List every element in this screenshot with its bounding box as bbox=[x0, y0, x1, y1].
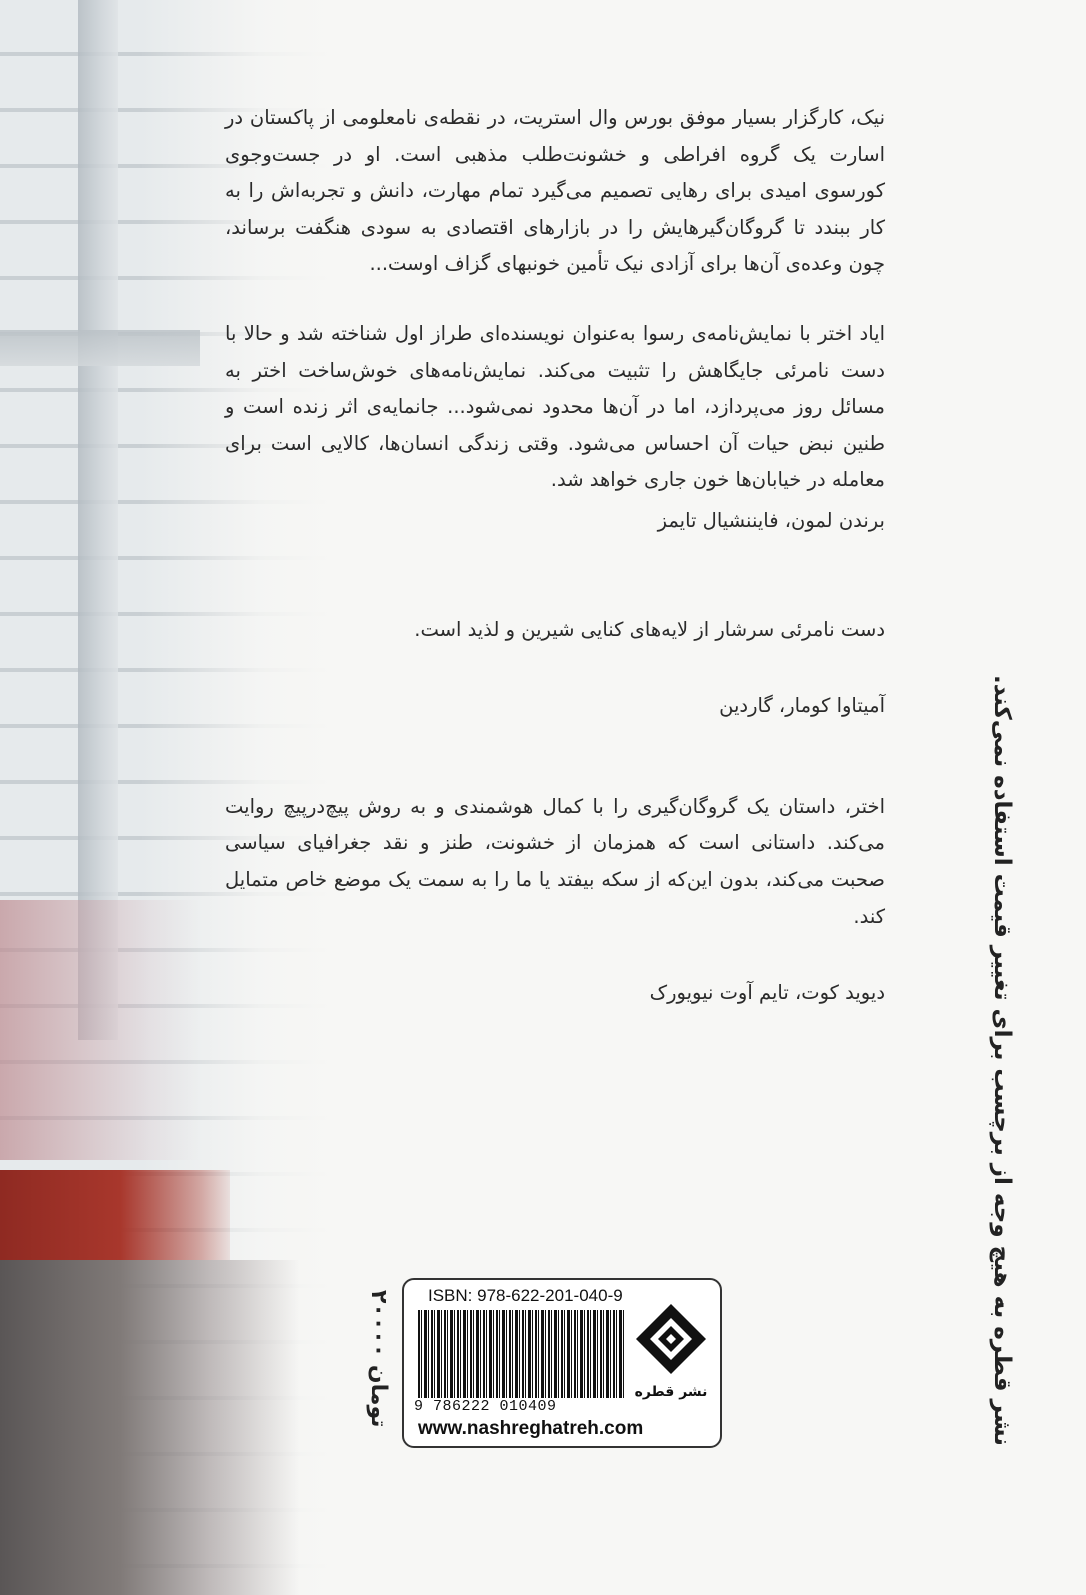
background-paint-splash bbox=[0, 900, 200, 1160]
back-cover-text bbox=[225, 100, 885, 1012]
price-label: ۲۰۰۰۰ تومان bbox=[366, 1290, 391, 1428]
review-credit-1: برندن لمون، فایننشیال تایمز bbox=[657, 508, 885, 532]
publisher-logo-icon bbox=[634, 1302, 708, 1376]
review-quote-2: دست نامرئی سرشار از لایه‌های کنایی شیرین و لذید است. bbox=[414, 617, 885, 641]
review-paragraph-1: ایاد اختر با نمایش‌نامه‌ی رسوا به‌عنوان نویسنده‌ای طراز اول شناخته شد و حالا با دست نامرئی جایگاهش را تثبیت می‌کند. نمایش‌نامه‌های خوش‌ساخت اختر به مسائل روز می‌پردازد، اما در آن‌ها محدود نمی‌شود... جانمایه‌ی اثر زنده است و طنین نبض حیات آن احساس می‌شود. وقتی زندگی انسان‌ها، کالایی است برای معامله در خیابان‌ها خون جاری خواهد شد. bbox=[225, 321, 885, 492]
barcode-block bbox=[402, 1278, 722, 1448]
review-credit-2: آمیتاوا کومار، گاردین bbox=[719, 694, 885, 718]
background-grunge bbox=[0, 1260, 320, 1595]
isbn-number: ISBN: 978-622-201-040-9 bbox=[428, 1286, 623, 1305]
background-window-frame bbox=[78, 0, 118, 1040]
publisher-name: نشر قطره bbox=[634, 1384, 708, 1400]
barcode-bars bbox=[418, 1310, 624, 1398]
background-window-crossbar bbox=[0, 330, 200, 366]
barcode-digits: 9 786222 010409 bbox=[414, 1398, 557, 1415]
price-sticker-notice: نشر قطره به هیچ وجه از برچسب برای تغییر قیمت استفاده نمی‌کند. bbox=[989, 675, 1015, 1446]
background-red-band bbox=[0, 1170, 230, 1260]
review-paragraph-3: اختر، داستان یک گروگان‌گیری را با کمال هوشمندی و به روش پیچ‌درپیچ روایت می‌کند. داستانی است که همزمان از خشونت، طنز و نقد جغرافیای سیاسی صحبت می‌کند، بدون این‌که از سکه بیفتد یا ما را به سمت یک موضع خاص متمایل کند. bbox=[225, 794, 885, 928]
synopsis-paragraph: نیک، کارگزار بسیار موفق بورس وال استریت، در نقطه‌ی نامعلومی از پاکستان در اسارت یک گروه افراطی و خشونت‌طلب مذهبی است. او در جست‌وجوی کورسوی امیدی برای رهایی تصمیم می‌گیرد تمام مهارت، دانش و تجربه‌اش را به کار ببندد تا گروگان‌گیرهایش را در بازارهای اقتصادی به سودی هنگفت برساند، چون وعده‌ی آن‌ها برای آزادی نیک تأمین خونبهای گزاف اوست... bbox=[225, 106, 885, 276]
publisher-website: www.nashreghatreh.com bbox=[418, 1418, 644, 1439]
review-credit-3: دیوید کوت، تایم آوت نیویورک bbox=[649, 981, 885, 1005]
